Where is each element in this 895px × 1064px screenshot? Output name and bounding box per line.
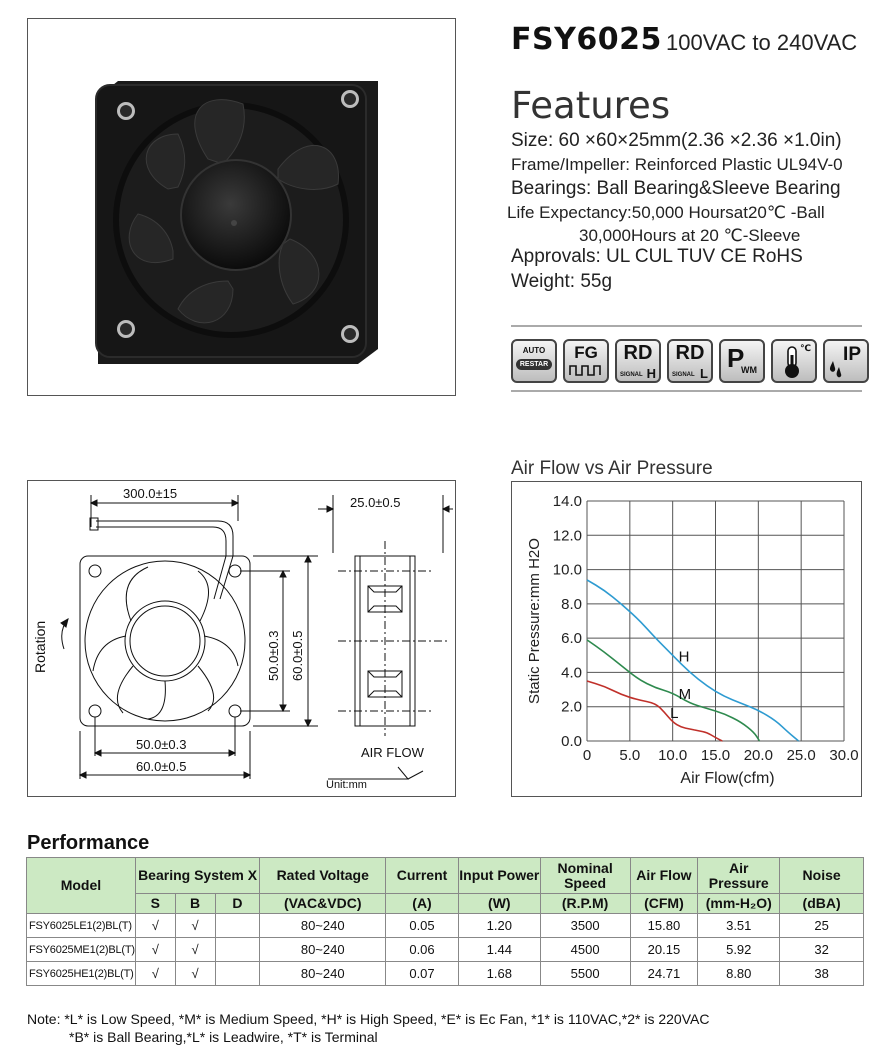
y-tick-label: 14.0 bbox=[552, 493, 582, 510]
row-s: √ bbox=[135, 914, 175, 938]
ip-rating-icon bbox=[823, 339, 869, 383]
y-tick-label: 8.0 bbox=[561, 595, 582, 613]
x-tick-label: 15.0 bbox=[700, 747, 731, 764]
row-noise: 25 bbox=[780, 914, 864, 938]
subheader-s: S bbox=[135, 894, 175, 914]
x-tick-label: 20.0 bbox=[743, 747, 773, 764]
rd-label: RD bbox=[623, 342, 653, 364]
temperature-icon bbox=[771, 339, 817, 383]
row-pressure: 3.51 bbox=[698, 914, 780, 938]
feature-badges bbox=[511, 325, 862, 392]
table-row bbox=[27, 938, 864, 962]
x-tick-label: 0 bbox=[582, 747, 592, 764]
row-b: √ bbox=[175, 938, 215, 962]
header-airflow: Air Flow bbox=[630, 858, 698, 894]
y-tick-label: 12.0 bbox=[552, 527, 582, 545]
header-noise: Noise bbox=[780, 858, 864, 894]
header-speed: Nominal Speed bbox=[540, 858, 630, 894]
y-tick-label: 0.0 bbox=[561, 733, 582, 750]
spec-size: Size: 60 ×60×25mm(2.36 ×2.36 ×1.0in) bbox=[511, 130, 842, 151]
row-b: √ bbox=[175, 962, 215, 986]
row-d bbox=[215, 938, 260, 962]
fg-label: FG bbox=[574, 343, 598, 362]
row-current: 0.07 bbox=[386, 962, 459, 986]
spec-weight: Weight: 55g bbox=[511, 271, 613, 292]
chart-svg bbox=[512, 482, 861, 796]
product-photo bbox=[27, 18, 456, 396]
row-airflow: 15.80 bbox=[630, 914, 698, 938]
rd-signal-l-icon bbox=[667, 339, 713, 383]
x-tick-label: 25.0 bbox=[786, 747, 816, 764]
signal-label: SIGNAL bbox=[672, 372, 695, 378]
rd-signal-h-icon bbox=[615, 339, 661, 383]
y-tick-label: 2.0 bbox=[561, 698, 582, 716]
subheader-noise: (dBA) bbox=[780, 894, 864, 914]
spec-bearings: Bearings: Ball Bearing&Sleeve Bearing bbox=[511, 178, 841, 199]
row-s: √ bbox=[135, 938, 175, 962]
rd-label: RD bbox=[675, 342, 705, 364]
square-wave-icon bbox=[569, 363, 603, 377]
row-airflow: 20.15 bbox=[630, 938, 698, 962]
row-b: √ bbox=[175, 914, 215, 938]
subheader-speed: (R.P.M) bbox=[540, 894, 630, 914]
performance-table bbox=[26, 857, 864, 986]
row-d bbox=[215, 962, 260, 986]
subheader-power: (W) bbox=[458, 894, 540, 914]
row-s: √ bbox=[135, 962, 175, 986]
dimension-drawing bbox=[27, 480, 456, 797]
subheader-pressure: (mm-H₂O) bbox=[698, 894, 780, 914]
chart-title: Air Flow vs Air Pressure bbox=[511, 458, 713, 479]
row-speed: 5500 bbox=[540, 962, 630, 986]
row-current: 0.06 bbox=[386, 938, 459, 962]
x-tick-label: 5.0 bbox=[619, 747, 641, 764]
header-current: Current bbox=[386, 858, 459, 894]
table-row bbox=[27, 962, 864, 986]
x-axis-label: Air Flow(cfm) bbox=[680, 770, 775, 787]
cable-length-label: 300.0±15 bbox=[123, 486, 178, 501]
water-drop-icon bbox=[828, 359, 844, 379]
y-tick-label: 4.0 bbox=[561, 664, 582, 682]
signal-label: SIGNAL bbox=[620, 372, 643, 378]
x-tick-label: 10.0 bbox=[658, 747, 688, 764]
row-pressure: 8.80 bbox=[698, 962, 780, 986]
header-model: Model bbox=[27, 858, 136, 914]
row-noise: 38 bbox=[780, 962, 864, 986]
subheader-b: B bbox=[175, 894, 215, 914]
airflow-label: AIR FLOW bbox=[361, 745, 424, 760]
auto-label: AUTO bbox=[522, 346, 546, 355]
drawing-svg bbox=[28, 481, 455, 796]
pwm-p-label: P bbox=[727, 343, 745, 373]
header-voltage: Rated Voltage bbox=[260, 858, 386, 894]
row-model: FSY6025LE1(2)BL(T) bbox=[27, 914, 136, 938]
spec-life-ball: Life Expectancy:50,000 Hoursat20℃ -Ball bbox=[507, 203, 825, 222]
row-model: FSY6025HE1(2)BL(T) bbox=[27, 962, 136, 986]
subheader-airflow: (CFM) bbox=[630, 894, 698, 914]
row-noise: 32 bbox=[780, 938, 864, 962]
y-axis-label: Static Pressure:mm H2O bbox=[526, 538, 543, 704]
row-power: 1.44 bbox=[458, 938, 540, 962]
footnote-line-2: *B* is Ball Bearing,*L* is Leadwire, *T* is Terminal bbox=[69, 1029, 378, 1045]
footnote bbox=[27, 1010, 709, 1046]
row-speed: 3500 bbox=[540, 914, 630, 938]
frame-size-h-label: 60.0±0.5 bbox=[136, 759, 187, 774]
series-label-m: M bbox=[678, 686, 692, 703]
x-tick-label: 30.0 bbox=[829, 747, 859, 764]
model-title: FSY6025 bbox=[511, 22, 662, 57]
subheader-voltage: (VAC&VDC) bbox=[260, 894, 386, 914]
fan-photo bbox=[28, 19, 455, 395]
features-heading: Features bbox=[511, 84, 671, 127]
spec-approvals: Approvals: UL CUL TUV CE RoHS bbox=[511, 246, 803, 267]
restar-label: RESTAR bbox=[516, 359, 552, 370]
l-label: L bbox=[700, 366, 708, 381]
h-label: H bbox=[646, 366, 656, 381]
performance-heading: Performance bbox=[27, 832, 150, 854]
subheader-d: D bbox=[215, 894, 260, 914]
thickness-label: 25.0±0.5 bbox=[350, 495, 401, 510]
spec-frame: Frame/Impeller: Reinforced Plastic UL94V-0 bbox=[511, 155, 843, 174]
row-airflow: 24.71 bbox=[630, 962, 698, 986]
voltage-range: 100VAC to 240VAC bbox=[666, 30, 858, 55]
celsius-label: ℃ bbox=[800, 343, 811, 353]
series-line-l bbox=[587, 681, 722, 741]
row-d bbox=[215, 914, 260, 938]
row-model: FSY6025ME1(2)BL(T) bbox=[27, 938, 136, 962]
table-row bbox=[27, 914, 864, 938]
unit-label: Unit:mm bbox=[326, 779, 367, 791]
fg-signal-icon bbox=[563, 339, 609, 383]
row-pressure: 5.92 bbox=[698, 938, 780, 962]
row-voltage: 80~240 bbox=[260, 914, 386, 938]
series-label-l: L bbox=[670, 704, 679, 722]
pwm-icon bbox=[719, 339, 765, 383]
row-speed: 4500 bbox=[540, 938, 630, 962]
series-label-h: H bbox=[678, 648, 690, 666]
row-current: 0.05 bbox=[386, 914, 459, 938]
airflow-pressure-chart bbox=[511, 481, 862, 797]
pwm-wm-label: WM bbox=[741, 365, 757, 375]
y-tick-label: 10.0 bbox=[552, 561, 582, 579]
frame-size-v-label: 60.0±0.5 bbox=[290, 630, 305, 681]
footnote-line-1: Note: *L* is Low Speed, *M* is Medium Speed, *H* is High Speed, *E* is Ec Fan, *1* is 110VAC,*2* is 220VAC bbox=[27, 1011, 710, 1027]
row-voltage: 80~240 bbox=[260, 962, 386, 986]
hole-spacing-h-label: 50.0±0.3 bbox=[136, 737, 187, 752]
header-bearing: Bearing System X bbox=[135, 858, 260, 894]
row-power: 1.68 bbox=[458, 962, 540, 986]
spec-life-sleeve: 30,000Hours at 20 ℃-Sleeve bbox=[579, 226, 801, 245]
hole-spacing-v-label: 50.0±0.3 bbox=[266, 630, 281, 681]
y-tick-label: 6.0 bbox=[561, 630, 582, 648]
auto-restart-icon bbox=[511, 339, 557, 383]
row-voltage: 80~240 bbox=[260, 938, 386, 962]
ip-label: IP bbox=[843, 344, 861, 365]
header-power: Input Power bbox=[458, 858, 540, 894]
subheader-current: (A) bbox=[386, 894, 459, 914]
row-power: 1.20 bbox=[458, 914, 540, 938]
header-pressure: Air Pressure bbox=[698, 858, 780, 894]
rotation-label: Rotation bbox=[32, 620, 48, 673]
